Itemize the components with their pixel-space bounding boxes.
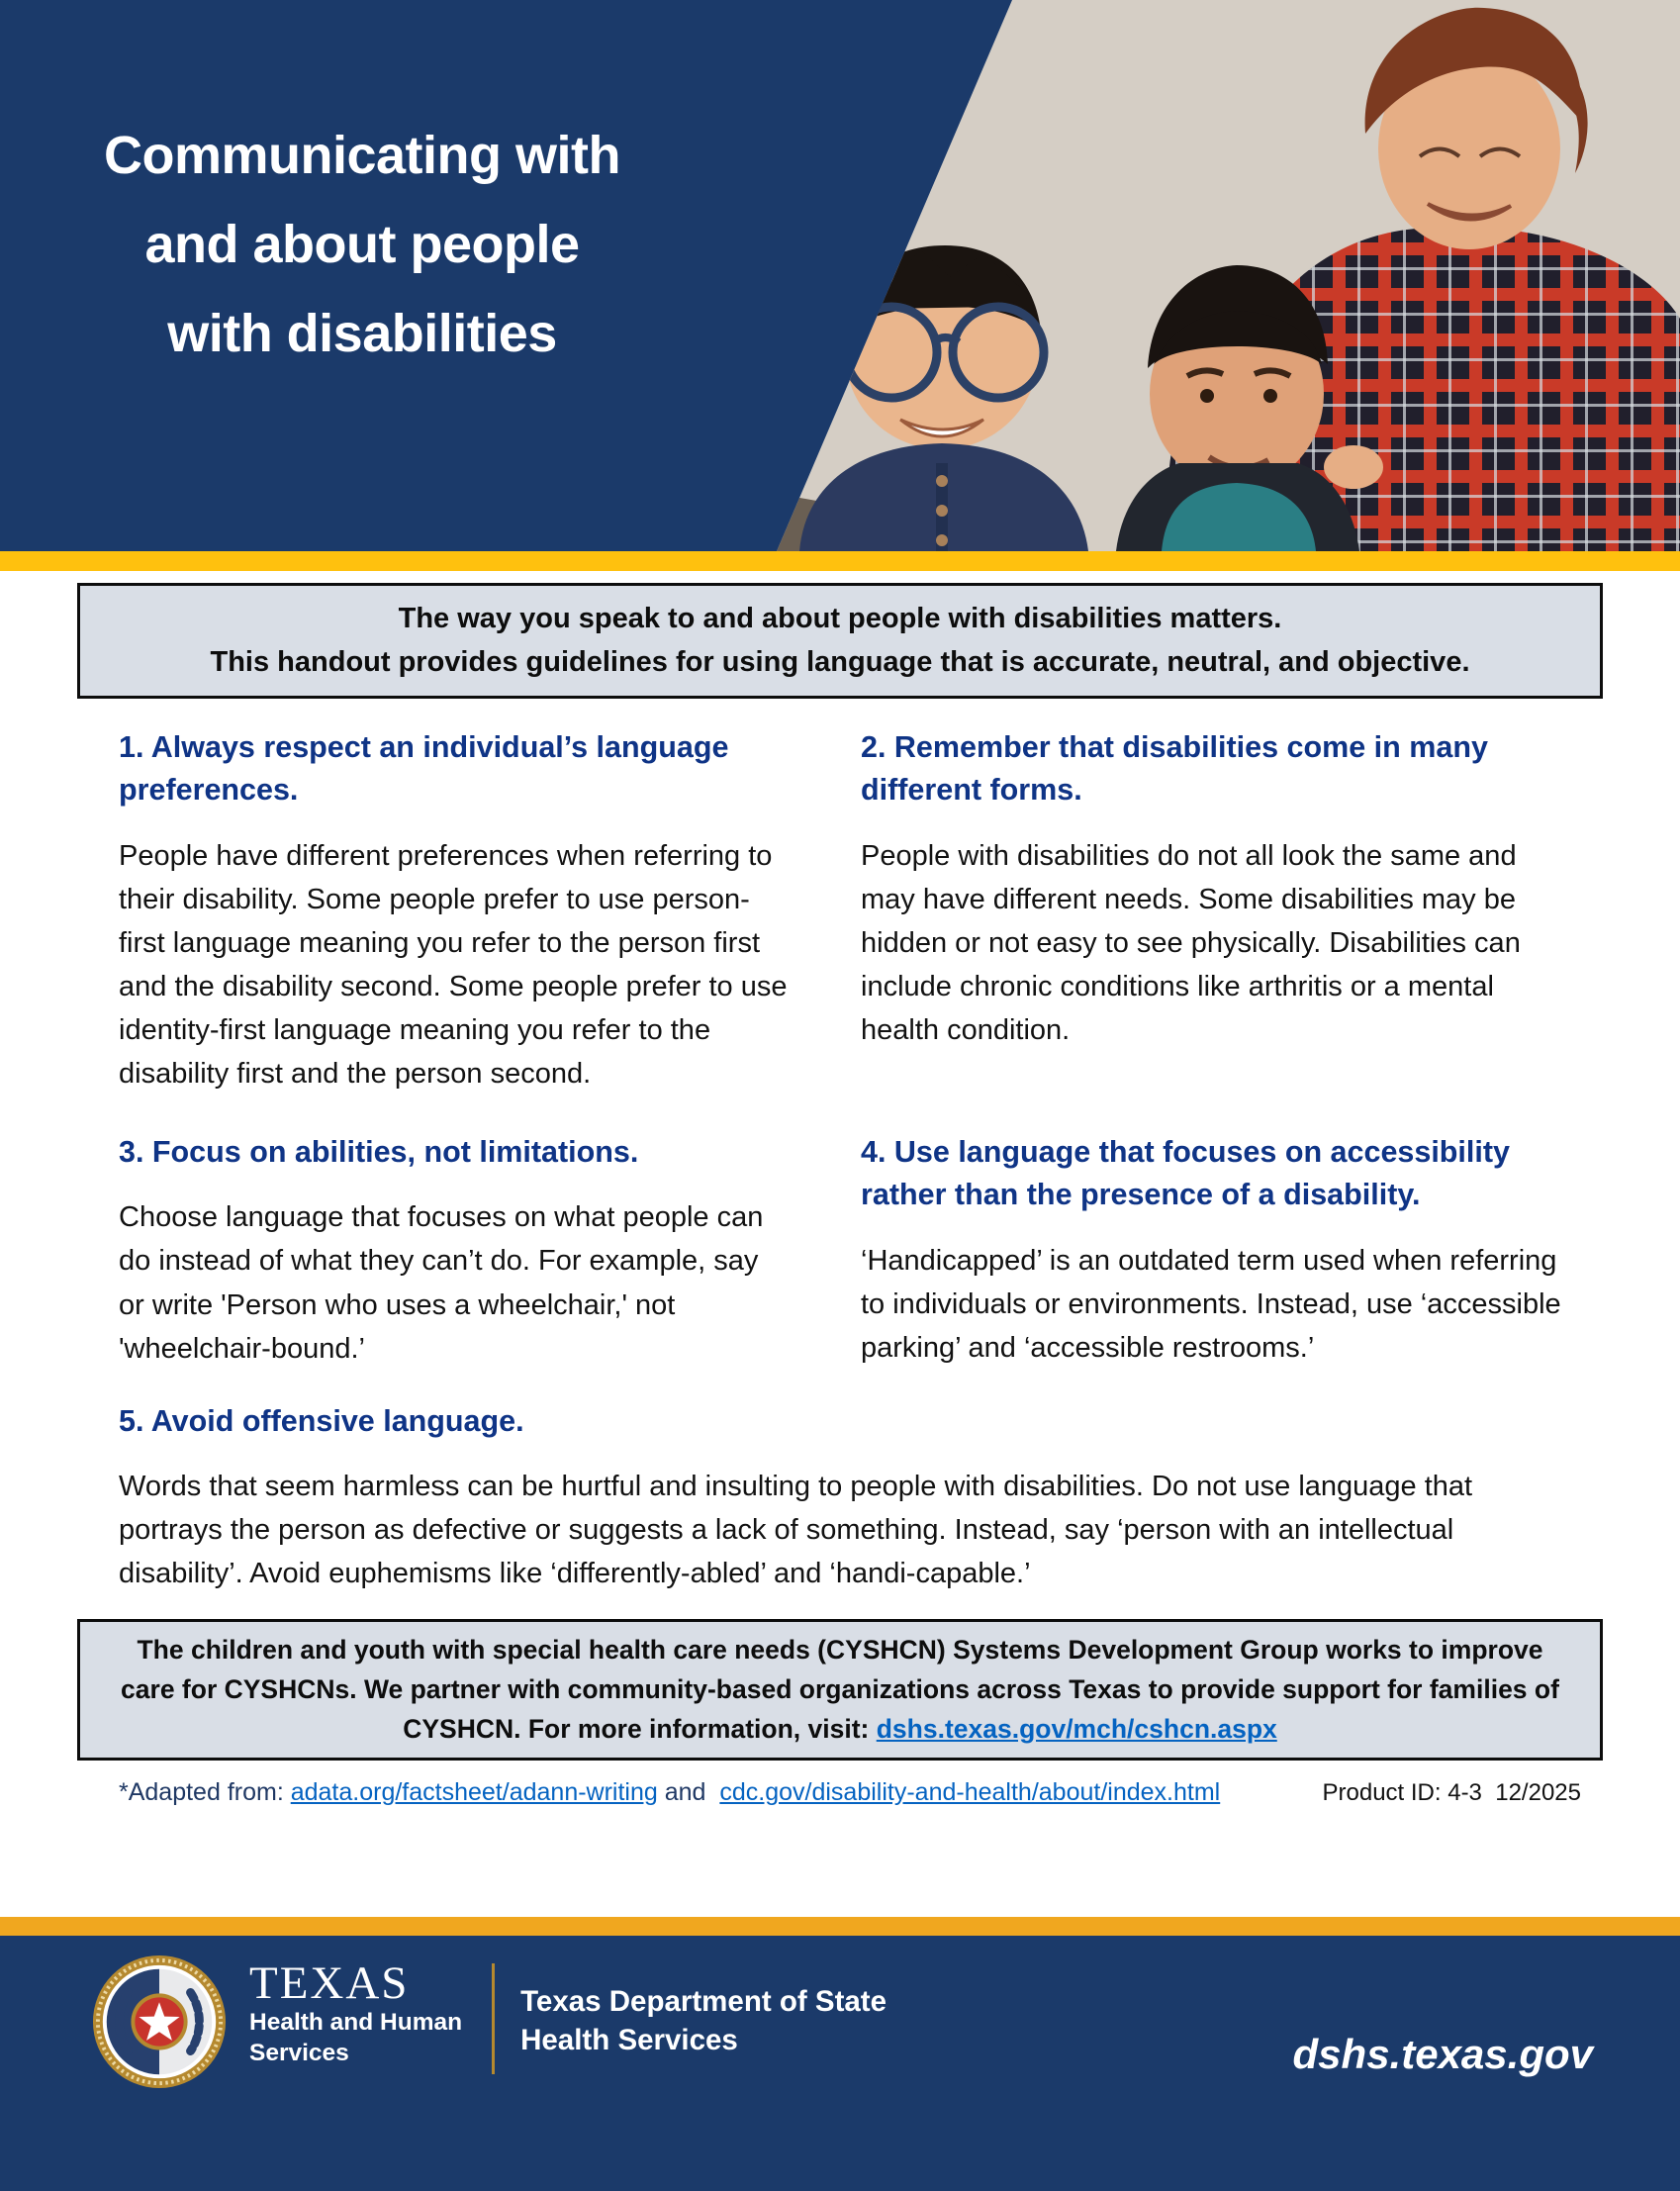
- intro-box: [77, 583, 1603, 699]
- family-photo-illustration: [772, 0, 1680, 551]
- footnote-row: [119, 1778, 1581, 1807]
- dept-line1: Texas Department of State: [520, 1985, 887, 2018]
- section-4-heading: 4. Use language that focuses on accessibility rather than the presence of a disability.: [861, 1135, 1510, 1212]
- footer-banner: [0, 1936, 1680, 2191]
- section-3: [119, 1131, 792, 1371]
- intro-line-1: The way you speak to and about people with disabilities matters.: [398, 603, 1282, 634]
- brand-sub-line2: Services: [249, 2039, 349, 2066]
- section-2-body: People with disabilities do not all look the same and may have different needs. Some disabilities may be hidden or not easy to see physically. Disabilities can include chronic conditions like arthritis or a mental health condition.: [861, 839, 1521, 1046]
- family-photo: [772, 0, 1680, 551]
- section-4: [861, 1131, 1575, 1371]
- texas-hhs-seal-icon: [91, 1953, 228, 2090]
- brand-sub-line1: Health and Human: [249, 2009, 463, 2037]
- section-3-heading: 3. Focus on abilities, not limitations.: [119, 1135, 639, 1170]
- cdc-link[interactable]: cdc.gov/disability-and-health/about/index.html: [719, 1778, 1221, 1807]
- section-2-heading: 2. Remember that disabilities come in many different forms.: [861, 730, 1488, 808]
- intro-line-2: This handout provides guidelines for using language that is accurate, neutral, and objective.: [210, 645, 1470, 678]
- section-4-body: ‘Handicapped’ is an outdated term used when referring to individuals or environments. Instead, use ‘accessible parking’ and ‘accessible restrooms.’: [861, 1244, 1561, 1364]
- texas-hhs-wordmark: [249, 1959, 462, 2069]
- adapted-from-note: [119, 1778, 1220, 1807]
- main-content: [0, 699, 1680, 1595]
- dshs-wordmark: [520, 1983, 887, 2060]
- dept-line2: Health Services: [520, 2023, 738, 2056]
- cyshcn-info-box: [77, 1619, 1603, 1761]
- adapted-from-prefix: *Adapted from:: [119, 1778, 291, 1807]
- adapted-from-connector: and: [657, 1778, 720, 1807]
- section-5-heading: 5. Avoid offensive language.: [119, 1403, 524, 1438]
- section-1: [119, 726, 792, 1096]
- footer-website[interactable]: dshs.texas.gov: [1292, 2031, 1593, 2077]
- section-5: [119, 1400, 1575, 1596]
- section-1-body: People have different preferences when referring to their disability. Some people prefer to use person-first language meaning you refer to the person first and the disability second. Some people prefer to use identity-first language meaning you refer to the disability first and the person second.: [119, 839, 788, 1090]
- section-5-body: Words that seem harmless can be hurtful and insulting to people with disabilities. Do not use language that portrays the person as defective or suggests a lack of something. Instead, say ‘person with an intellectual disability’. Avoid euphemisms like ‘differently-abled’ and ‘handi-capable.’: [119, 1470, 1473, 1590]
- header-banner: [0, 0, 1680, 551]
- page-title-line: with disabilities: [167, 304, 557, 363]
- page-title-line: and about people: [144, 215, 580, 274]
- yellow-stripe-top: [0, 551, 1680, 571]
- footer-divider: [492, 1963, 495, 2074]
- section-1-heading: 1. Always respect an individual’s language preferences.: [119, 730, 729, 808]
- adata-link[interactable]: adata.org/factsheet/adann-writing: [290, 1778, 658, 1807]
- product-id: Product ID: 4-3 12/2025: [1322, 1779, 1581, 1807]
- brand-texas: TEXAS: [249, 1957, 410, 2009]
- gold-stripe-bottom: [0, 1917, 1680, 1936]
- section-2: [861, 726, 1575, 1096]
- section-3-body: Choose language that focuses on what people can do instead of what they can’t do. For example, say or write 'Person who uses a wheelchair,' not 'wheelchair-bound.’: [119, 1201, 764, 1365]
- cyshcn-link[interactable]: dshs.texas.gov/mch/cshcn.aspx: [876, 1713, 1277, 1744]
- page-title-line: Communicating with: [104, 126, 620, 185]
- page-title: [57, 111, 667, 378]
- cyshcn-text: The children and youth with special health care needs (CYSHCN) Systems Development Group works to improve care for CYSHCNs. We partner with community-based organizations across Texas to provide support for families of CYSHCN. For more information, visit:: [121, 1635, 1559, 1744]
